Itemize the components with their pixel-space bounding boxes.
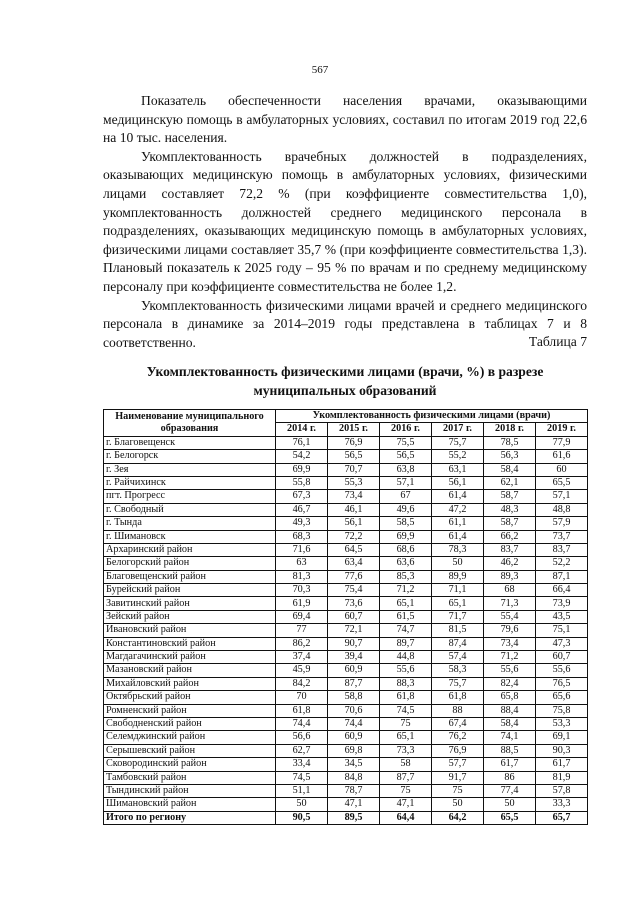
table-cell-value: 71,1: [432, 584, 484, 597]
table-cell-name: Бурейский район: [104, 584, 276, 597]
table-row: [104, 731, 588, 744]
table-cell-name: Мазановский район: [104, 664, 276, 677]
table-cell-value: 65,7: [536, 811, 588, 824]
table-cell-value: 50: [276, 798, 328, 811]
table-cell-value: 65,5: [536, 476, 588, 489]
paragraph: Показатель обеспеченности населения врачами, оказывающими медицинскую помощь в амбулаторных условиях, составил по итогам 2019 год 22,6 на 10 тыс. населения.: [103, 93, 587, 146]
table-cell-value: 61,8: [276, 704, 328, 717]
table-cell-value: 57,7: [432, 758, 484, 771]
table-row: [104, 570, 588, 583]
table-cell-value: 56,3: [484, 450, 536, 463]
column-header-year: 2015 г.: [328, 423, 380, 436]
column-group-header: Укомплектованность физическими лицами (врачи): [276, 410, 588, 423]
table-row: [104, 530, 588, 543]
table-cell-name: Серышевский район: [104, 744, 276, 757]
column-header-year: 2016 г.: [380, 423, 432, 436]
table-cell-value: 78,7: [328, 784, 380, 797]
table-cell-name: Ромненский район: [104, 704, 276, 717]
table-cell-value: 55,8: [276, 476, 328, 489]
table-cell-value: 61,4: [432, 490, 484, 503]
table-cell-value: 77,4: [484, 784, 536, 797]
table-cell-value: 75: [380, 717, 432, 730]
table-cell-value: 76,2: [432, 731, 484, 744]
table-cell-value: 90,3: [536, 744, 588, 757]
table-cell-value: 57,4: [432, 651, 484, 664]
table-cell-name: Тамбовский район: [104, 771, 276, 784]
table-cell-value: 67,4: [432, 717, 484, 730]
table-cell-value: 48,3: [484, 503, 536, 516]
table-row: [104, 691, 588, 704]
table-cell-value: 76,5: [536, 677, 588, 690]
table-cell-value: 45,9: [276, 664, 328, 677]
table-cell-value: 65,1: [380, 597, 432, 610]
table-cell-value: 50: [432, 557, 484, 570]
table-cell-value: 62,7: [276, 744, 328, 757]
table-cell-value: 55,3: [328, 476, 380, 489]
table-cell-name: Белогорский район: [104, 557, 276, 570]
table-row: [104, 490, 588, 503]
table-total-row: [104, 811, 588, 824]
table-cell-value: 63: [276, 557, 328, 570]
table-cell-value: 60: [536, 463, 588, 476]
table-cell-value: 88,4: [484, 704, 536, 717]
table-cell-name: Свободненский район: [104, 717, 276, 730]
table-cell-value: 73,4: [484, 637, 536, 650]
table-cell-value: 61,1: [432, 517, 484, 530]
table-cell-value: 85,3: [380, 570, 432, 583]
table-cell-value: 52,2: [536, 557, 588, 570]
table-cell-value: 47,1: [380, 798, 432, 811]
table-row: [104, 771, 588, 784]
table-cell-value: 88,3: [380, 677, 432, 690]
table-cell-value: 47,3: [536, 637, 588, 650]
table-cell-name: Ивановский район: [104, 624, 276, 637]
table-title: Укомплектованность физическими лицами (врачи, %) в разрезе муниципальных образований: [146, 364, 544, 398]
table-cell-name: Архаринский район: [104, 543, 276, 556]
table-cell-value: 49,3: [276, 517, 328, 530]
table-cell-value: 47,2: [432, 503, 484, 516]
table-cell-value: 48,8: [536, 503, 588, 516]
table-cell-name: Шимановский район: [104, 798, 276, 811]
table-cell-value: 75,5: [380, 436, 432, 449]
table-cell-value: 63,4: [328, 557, 380, 570]
table-cell-value: 55,6: [536, 664, 588, 677]
table-cell-value: 78,5: [484, 436, 536, 449]
table-row: [104, 610, 588, 623]
table-cell-value: 81,5: [432, 624, 484, 637]
table-cell-value: 58,3: [432, 664, 484, 677]
table-cell-value: 74,7: [380, 624, 432, 637]
table-cell-value: 55,6: [380, 664, 432, 677]
table-cell-value: 88: [432, 704, 484, 717]
table-cell-value: 61,7: [484, 758, 536, 771]
table-cell-value: 76,9: [432, 744, 484, 757]
table-cell-value: 56,1: [432, 476, 484, 489]
table-cell-name: пгт. Прогресс: [104, 490, 276, 503]
table-cell-value: 68,6: [380, 543, 432, 556]
table-cell-value: 46,2: [484, 557, 536, 570]
table-cell-value: 76,1: [276, 436, 328, 449]
table-cell-value: 53,3: [536, 717, 588, 730]
column-header-year: 2017 г.: [432, 423, 484, 436]
table-cell-value: 61,9: [276, 597, 328, 610]
table-cell-value: 55,6: [484, 664, 536, 677]
table-cell-value: 82,4: [484, 677, 536, 690]
table-cell-name: Михайловский район: [104, 677, 276, 690]
table-cell-value: 58,7: [484, 517, 536, 530]
table-cell-value: 68,3: [276, 530, 328, 543]
body-text: [103, 92, 587, 352]
table-cell-value: 89,9: [432, 570, 484, 583]
table-cell-value: 79,6: [484, 624, 536, 637]
table-cell-value: 58: [380, 758, 432, 771]
table-row: [104, 744, 588, 757]
paragraph: Укомплектованность физическими лицами врачей и среднего медицинского персонала в динамике за 2014–2019 годы представлена в таблицах 7 и 8 соответственно.: [103, 297, 587, 350]
paragraph: Укомплектованность врачебных должностей в подразделениях, оказывающих медицинскую помощь в амбулаторных условиях, физическими лицами составляет 72,2 % (при коэффициенте совместительства 1,0), укомплектованность должностей среднего медицинского персонала в подразделениях, оказывающих медицинскую помощь в амбулаторных условиях, физическими лицами составляет 35,7 % (при коэффициенте совместительства 1,3). Плановый показатель к 2025 году – 95 % по врачам и по среднему медицинскому персоналу при коэффициенте совместительства не более 1,2.: [103, 148, 587, 294]
table-cell-value: 70,7: [328, 463, 380, 476]
table-cell-value: 84,2: [276, 677, 328, 690]
table-cell-value: 57,8: [536, 784, 588, 797]
table-cell-value: 57,1: [536, 490, 588, 503]
table-cell-value: 90,5: [276, 811, 328, 824]
table-cell-value: 33,4: [276, 758, 328, 771]
table-cell-value: 73,6: [328, 597, 380, 610]
table-cell-value: 69,1: [536, 731, 588, 744]
table-cell-value: 75,4: [328, 584, 380, 597]
table-cell-value: 58,8: [328, 691, 380, 704]
table-cell-value: 55,2: [432, 450, 484, 463]
table-cell-value: 61,4: [432, 530, 484, 543]
table-cell-value: 86,2: [276, 637, 328, 650]
table-cell-value: 60,9: [328, 664, 380, 677]
table-cell-value: 87,4: [432, 637, 484, 650]
table-row: [104, 704, 588, 717]
table-cell-name: г. Свободный: [104, 503, 276, 516]
table-cell-value: 75,8: [536, 704, 588, 717]
table-header-row: [104, 410, 588, 423]
table-cell-value: 83,7: [536, 543, 588, 556]
table-cell-name: Октябрьский район: [104, 691, 276, 704]
table-row: [104, 463, 588, 476]
table-cell-value: 47,1: [328, 798, 380, 811]
table-cell-value: 66,2: [484, 530, 536, 543]
table-cell-value: 71,7: [432, 610, 484, 623]
table-cell-value: 43,5: [536, 610, 588, 623]
table-row: [104, 637, 588, 650]
table-cell-value: 75: [380, 784, 432, 797]
table-cell-name: Благовещенский район: [104, 570, 276, 583]
table-cell-value: 37,4: [276, 651, 328, 664]
table-row: [104, 798, 588, 811]
table-cell-value: 39,4: [328, 651, 380, 664]
staffing-table: [103, 409, 588, 825]
table-cell-name: Константиновский район: [104, 637, 276, 650]
table-row: [104, 758, 588, 771]
table-cell-value: 73,9: [536, 597, 588, 610]
table-cell-value: 61,6: [536, 450, 588, 463]
table-row: [104, 517, 588, 530]
table-cell-value: 69,9: [380, 530, 432, 543]
table-cell-value: 56,5: [328, 450, 380, 463]
table-cell-value: 58,4: [484, 463, 536, 476]
table-row: [104, 677, 588, 690]
table-cell-value: 63,1: [432, 463, 484, 476]
table-cell-value: 46,7: [276, 503, 328, 516]
table-cell-value: 81,3: [276, 570, 328, 583]
table-cell-name: Сковородинский район: [104, 758, 276, 771]
table-cell-value: 57,9: [536, 517, 588, 530]
table-cell-value: 54,2: [276, 450, 328, 463]
table-cell-value: 90,7: [328, 637, 380, 650]
table-cell-name: Селемджинский район: [104, 731, 276, 744]
table-row: [104, 717, 588, 730]
table-cell-value: 58,4: [484, 717, 536, 730]
table-cell-name: Завитинский район: [104, 597, 276, 610]
table-cell-value: 74,5: [380, 704, 432, 717]
table-cell-value: 49,6: [380, 503, 432, 516]
table-cell-name: г. Благовещенск: [104, 436, 276, 449]
table-cell-value: 74,4: [276, 717, 328, 730]
table-cell-value: 61,7: [536, 758, 588, 771]
table-row: [104, 557, 588, 570]
table-cell-value: 71,2: [380, 584, 432, 597]
table-cell-value: 61,8: [432, 691, 484, 704]
table-row: [104, 543, 588, 556]
table-cell-value: 75: [432, 784, 484, 797]
table-row: [104, 651, 588, 664]
table-cell-value: 44,8: [380, 651, 432, 664]
table-cell-value: 87,7: [328, 677, 380, 690]
table-cell-value: 69,9: [276, 463, 328, 476]
table-cell-value: 56,5: [380, 450, 432, 463]
table-cell-name: г. Белогорск: [104, 450, 276, 463]
table-cell-value: 63,8: [380, 463, 432, 476]
table-row: [104, 503, 588, 516]
column-header-year: 2014 г.: [276, 423, 328, 436]
table-cell-value: 74,4: [328, 717, 380, 730]
table-cell-value: 67: [380, 490, 432, 503]
table-cell-value: 75,7: [432, 436, 484, 449]
table-cell-value: 88,5: [484, 744, 536, 757]
table-body: [104, 436, 588, 811]
table-cell-value: 89,5: [328, 811, 380, 824]
page-number: 567: [311, 64, 329, 76]
table-cell-name: Зейский район: [104, 610, 276, 623]
table-cell-value: 73,3: [380, 744, 432, 757]
table-cell-value: 71,6: [276, 543, 328, 556]
table-cell-value: 34,5: [328, 758, 380, 771]
table-cell-value: 65,6: [536, 691, 588, 704]
table-cell-value: 77,6: [328, 570, 380, 583]
table-cell-name: г. Шимановск: [104, 530, 276, 543]
table-label: Таблица 7: [528, 334, 587, 349]
table-cell-value: 65,1: [432, 597, 484, 610]
table-cell-value: 69,8: [328, 744, 380, 757]
table-cell-value: 67,3: [276, 490, 328, 503]
table-cell-name: Магдагачинский район: [104, 651, 276, 664]
table-cell-value: 64,5: [328, 543, 380, 556]
table-cell-value: 73,4: [328, 490, 380, 503]
table-cell-value: 61,5: [380, 610, 432, 623]
table-cell-value: 56,1: [328, 517, 380, 530]
table-cell-value: 63,6: [380, 557, 432, 570]
table-cell-value: 62,1: [484, 476, 536, 489]
table-cell-value: 72,2: [328, 530, 380, 543]
column-header-year: 2018 г.: [484, 423, 536, 436]
table-cell-name: г. Тында: [104, 517, 276, 530]
table-cell-value: 65,8: [484, 691, 536, 704]
table-cell-name: Итого по региону: [104, 811, 276, 824]
table-row: [104, 436, 588, 449]
table-cell-value: 91,7: [432, 771, 484, 784]
column-header-year: 2019 г.: [536, 423, 588, 436]
table-cell-value: 86: [484, 771, 536, 784]
table-cell-value: 46,1: [328, 503, 380, 516]
table-cell-value: 70,6: [328, 704, 380, 717]
table-cell-value: 65,1: [380, 731, 432, 744]
table-cell-value: 57,1: [380, 476, 432, 489]
table-row: [104, 597, 588, 610]
table-cell-value: 66,4: [536, 584, 588, 597]
table-row: [104, 664, 588, 677]
table-cell-value: 74,1: [484, 731, 536, 744]
table-cell-value: 89,7: [380, 637, 432, 650]
table-cell-value: 70,3: [276, 584, 328, 597]
table-cell-value: 55,4: [484, 610, 536, 623]
table-cell-value: 83,7: [484, 543, 536, 556]
column-header-municipality: Наименование муниципального образования: [104, 410, 276, 437]
table-cell-value: 58,5: [380, 517, 432, 530]
table-cell-name: г. Райчихинск: [104, 476, 276, 489]
table-cell-value: 60,9: [328, 731, 380, 744]
table-cell-value: 58,7: [484, 490, 536, 503]
table-cell-value: 87,1: [536, 570, 588, 583]
table-cell-value: 70: [276, 691, 328, 704]
table-cell-name: Тындинский район: [104, 784, 276, 797]
table-cell-value: 87,7: [380, 771, 432, 784]
table-cell-value: 56,6: [276, 731, 328, 744]
table-cell-value: 60,7: [536, 651, 588, 664]
table-cell-value: 77,9: [536, 436, 588, 449]
table-cell-value: 50: [484, 798, 536, 811]
table-cell-value: 64,4: [380, 811, 432, 824]
table-cell-value: 68: [484, 584, 536, 597]
table-cell-value: 71,2: [484, 651, 536, 664]
table-cell-value: 78,3: [432, 543, 484, 556]
table-cell-value: 77: [276, 624, 328, 637]
table-cell-value: 60,7: [328, 610, 380, 623]
table-cell-name: г. Зея: [104, 463, 276, 476]
table-cell-value: 69,4: [276, 610, 328, 623]
table-cell-value: 89,3: [484, 570, 536, 583]
table-cell-value: 33,3: [536, 798, 588, 811]
table-row: [104, 624, 588, 637]
table-row: [104, 584, 588, 597]
table-cell-value: 61,8: [380, 691, 432, 704]
table-cell-value: 81,9: [536, 771, 588, 784]
table-cell-value: 73,7: [536, 530, 588, 543]
table-row: [104, 450, 588, 463]
table-cell-value: 74,5: [276, 771, 328, 784]
table-cell-value: 71,3: [484, 597, 536, 610]
table-cell-value: 65,5: [484, 811, 536, 824]
table-cell-value: 51,1: [276, 784, 328, 797]
table-cell-value: 84,8: [328, 771, 380, 784]
table-cell-value: 75,7: [432, 677, 484, 690]
table-cell-value: 75,1: [536, 624, 588, 637]
table-row: [104, 476, 588, 489]
table-cell-value: 64,2: [432, 811, 484, 824]
table-cell-value: 72,1: [328, 624, 380, 637]
table-cell-value: 50: [432, 798, 484, 811]
table-row: [104, 784, 588, 797]
table-cell-value: 76,9: [328, 436, 380, 449]
